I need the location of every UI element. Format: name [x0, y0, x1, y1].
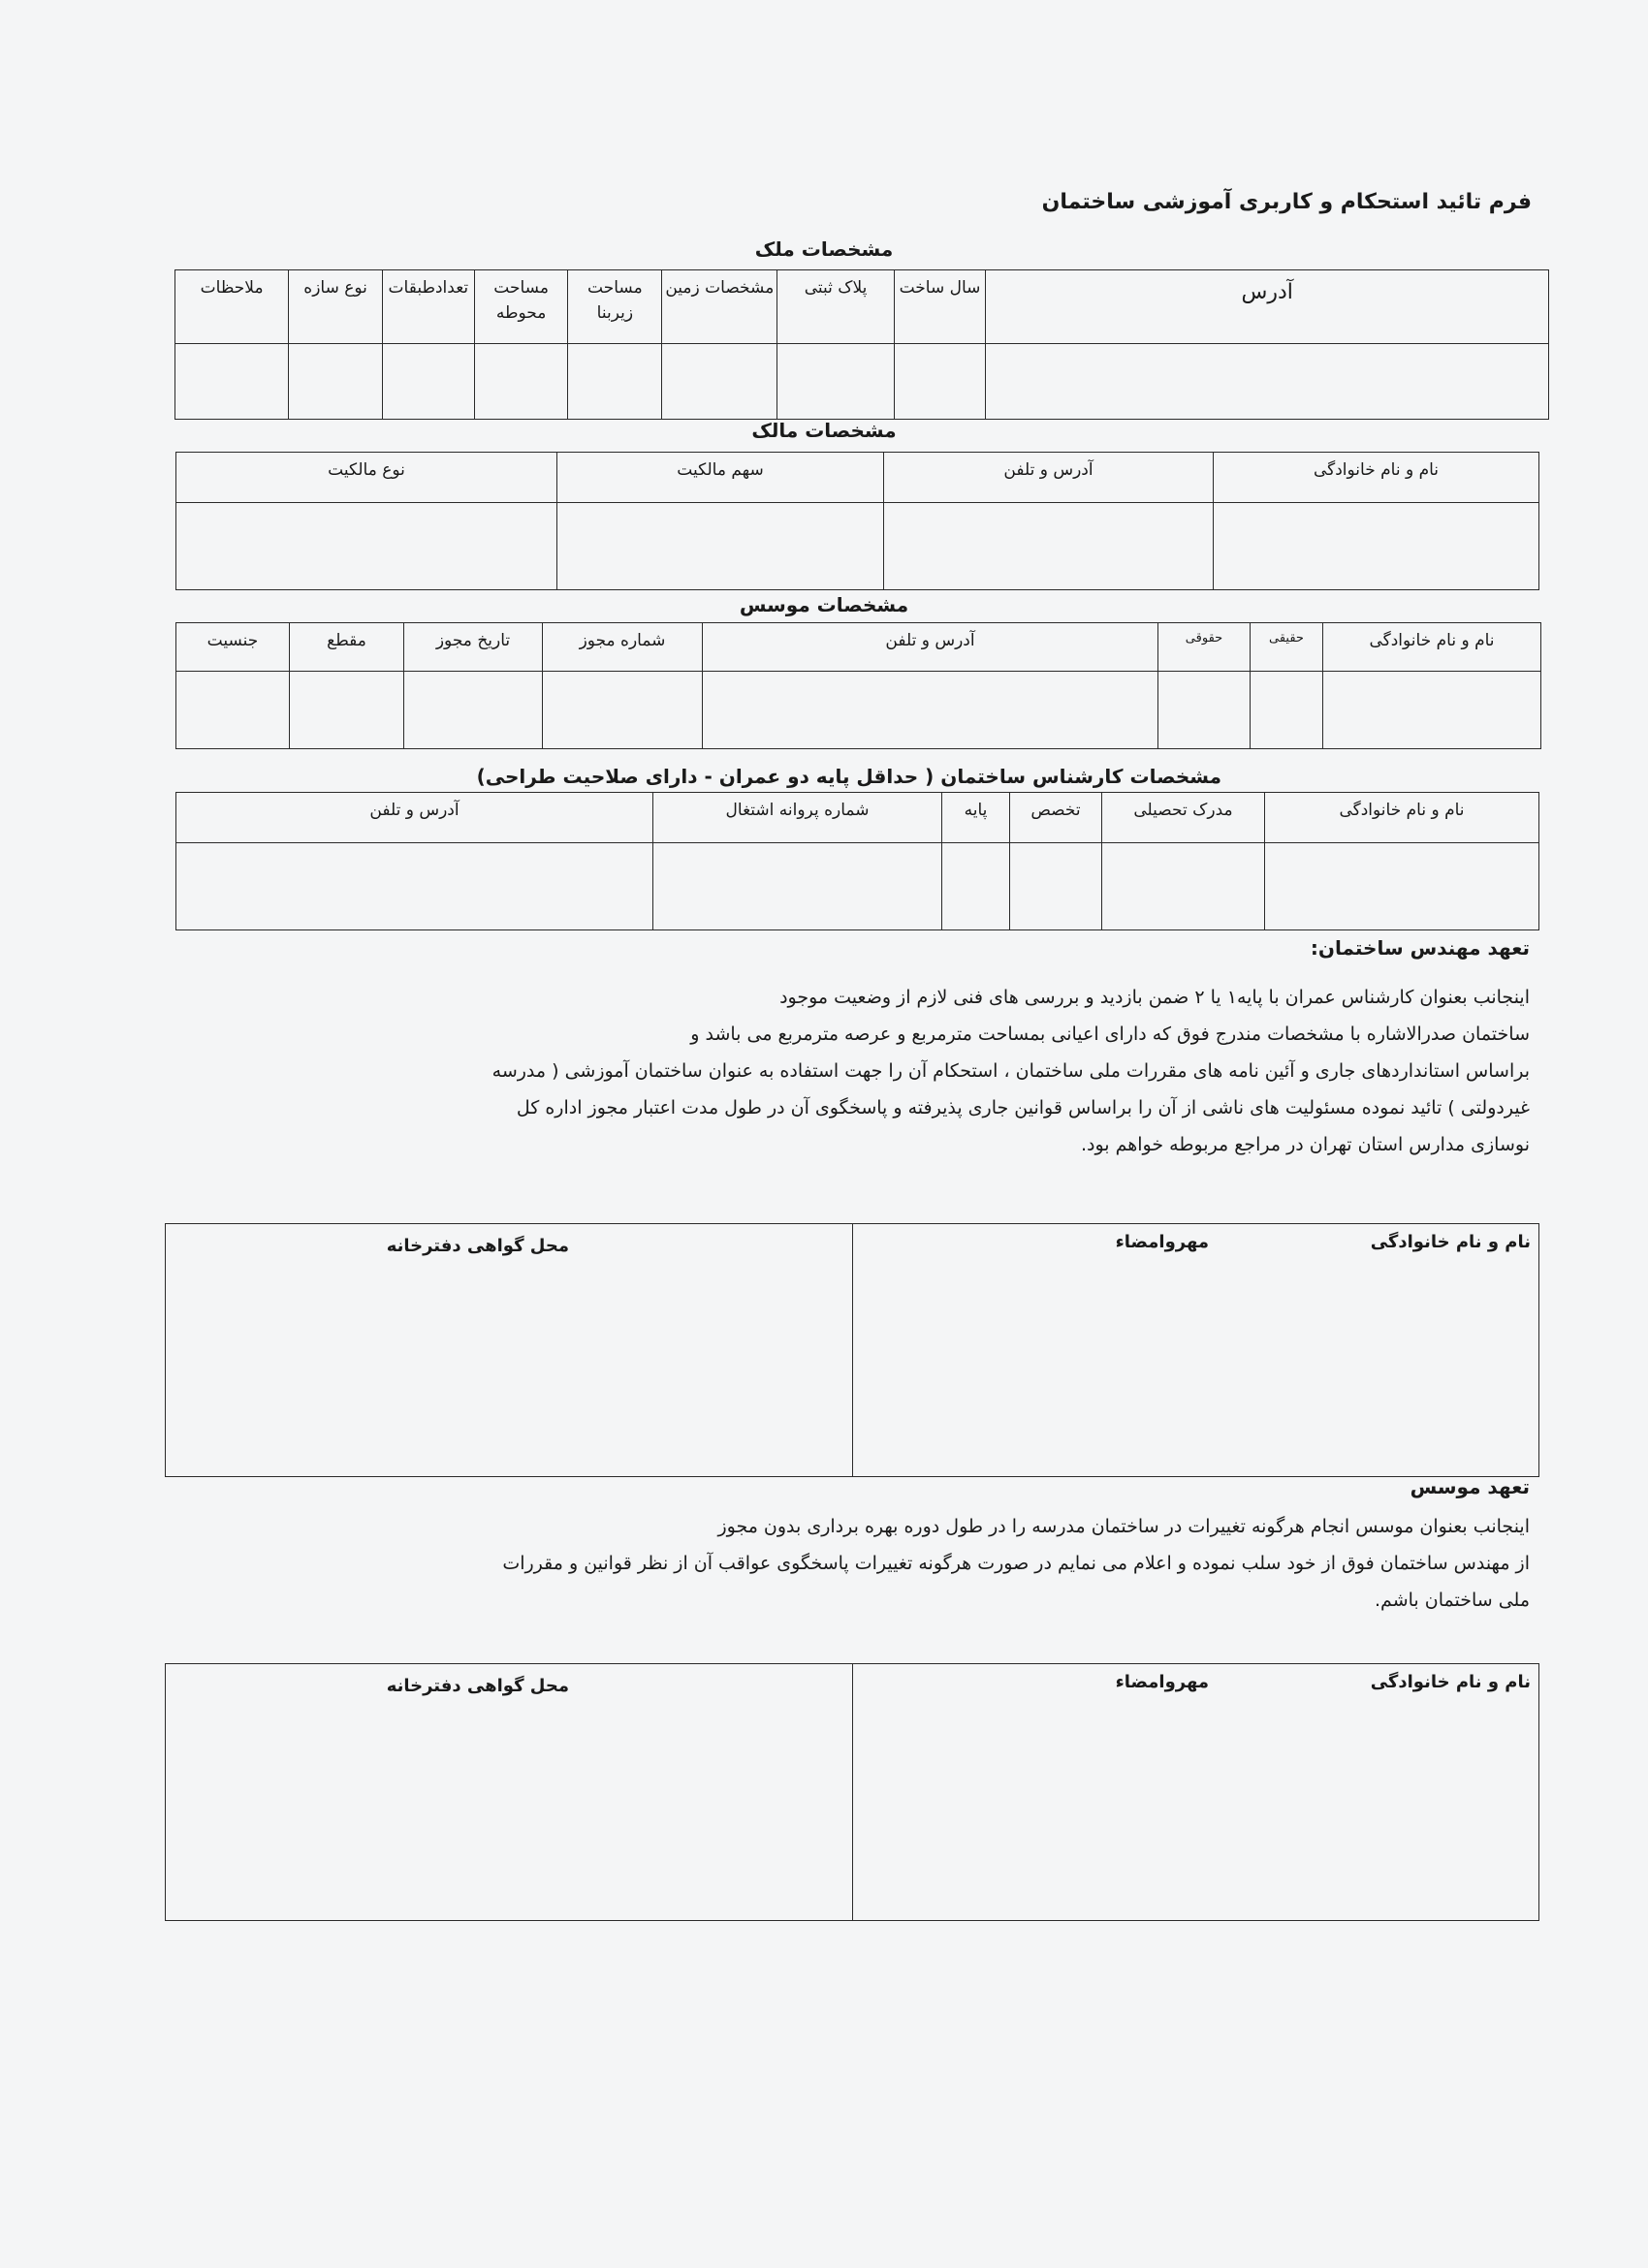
cell-notes[interactable]	[175, 344, 289, 420]
founder-heading: مشخصات موسس	[739, 593, 909, 616]
engineer-commitment-text	[173, 979, 1530, 1163]
col-address: آدرس	[986, 270, 1549, 344]
engineer-line-1: اینجانب بعنوان کارشناس عمران با پایه۱ یا ۲ ضمن بازدید و بررسی های فنی لازم از وضعیت موجود	[779, 987, 1530, 1008]
cell-founder-address-phone[interactable]	[703, 672, 1158, 749]
col-notes: ملاحظات	[175, 270, 289, 344]
cell-license-number[interactable]	[543, 672, 703, 749]
engineer-seal-label: مهروامضاء	[1115, 1232, 1209, 1252]
cell-registration-plate[interactable]	[777, 344, 894, 420]
col-founder-name: نام و نام خانوادگی	[1323, 623, 1541, 672]
cell-structure-type[interactable]	[289, 344, 383, 420]
engineer-commitment-heading: تعهد مهندس ساختمان:	[1310, 936, 1530, 960]
cell-specialty[interactable]	[1010, 843, 1102, 930]
expert-table	[175, 792, 1539, 930]
col-specialty: تخصص	[1010, 793, 1102, 843]
cell-level[interactable]	[942, 843, 1010, 930]
col-registration-plate: پلاک ثبتی	[777, 270, 894, 344]
founder-line-2: از مهندس ساختمان فوق از خود سلب نموده و اعلام می نمایم در صورت هرگونه تغییرات پاسخگوی عواقب آن از نظر قوانین و مقررات	[502, 1553, 1530, 1574]
engineer-line-5: نوسازی مدارس استان تهران در مراجع مربوطه خواهم بود.	[1080, 1134, 1530, 1155]
cell-owner-address-phone[interactable]	[884, 503, 1214, 590]
engineer-line-4: غیردولتی ) تائید نموده مسئولیت های ناشی از آن را براساس قوانین جاری پذیرفته و پاسخگوی آن در طول مدت اعتبار مجوز اداره کل	[516, 1097, 1530, 1118]
owner-table	[175, 452, 1539, 590]
founder-seal-label: مهروامضاء	[1115, 1672, 1209, 1692]
founder-name-label: نام و نام خانوادگی	[1370, 1672, 1531, 1692]
engineer-signature-divider	[852, 1224, 853, 1476]
property-heading: مشخصات ملک	[754, 237, 894, 261]
engineer-notary-label: محل گواهی دفترخانه	[386, 1236, 569, 1256]
engineer-name-label: نام و نام خانوادگی	[1370, 1232, 1531, 1252]
property-table	[174, 269, 1549, 420]
col-expert-address-phone: آدرس و تلفن	[176, 793, 653, 843]
cell-year-built[interactable]	[894, 344, 986, 420]
col-license-date: تاریخ مجوز	[404, 623, 543, 672]
cell-legal-person[interactable]	[1158, 672, 1251, 749]
col-degree: مدرک تحصیلی	[1102, 793, 1265, 843]
col-ownership-share: سهم مالکیت	[557, 453, 884, 503]
engineer-line-2: ساختمان صدرالاشاره با مشخصات مندرج فوق که دارای اعیانی بمساحت مترمربع و عرصه مترمربع می باشد و	[690, 1024, 1530, 1045]
cell-floors-count[interactable]	[382, 344, 474, 420]
cell-ownership-type[interactable]	[176, 503, 557, 590]
cell-gender[interactable]	[176, 672, 290, 749]
col-license-no: شماره پروانه اشتغال	[653, 793, 942, 843]
cell-degree[interactable]	[1102, 843, 1265, 930]
founder-line-3: ملی ساختمان باشم.	[1375, 1590, 1530, 1611]
engineer-line-3: براساس استانداردهای جاری و آئین نامه های مقررات ملی ساختمان ، استحکام آن را جهت استفاده به عنوان ساختمان آموزشی ( مدرسه	[491, 1060, 1530, 1082]
cell-floor-area[interactable]	[568, 344, 662, 420]
expert-heading: مشخصات کارشناس ساختمان ( حداقل پایه دو عمران - دارای صلاحیت طراحی)	[476, 765, 1221, 788]
col-owner-name: نام و نام خانوادگی	[1214, 453, 1539, 503]
col-floors-count: تعدادطبقات	[382, 270, 474, 344]
cell-address[interactable]	[986, 344, 1549, 420]
col-ownership-type: نوع مالکیت	[176, 453, 557, 503]
form-title: فرم تائید استحکام و کاربری آموزشی ساختمان	[1041, 190, 1532, 214]
founder-notary-label: محل گواهی دفترخانه	[386, 1676, 569, 1696]
founder-commitment-text	[173, 1508, 1530, 1619]
founder-commitment-heading: تعهد موسس	[1410, 1475, 1530, 1498]
col-grade-level: مقطع	[290, 623, 404, 672]
founder-signature-box	[165, 1663, 1539, 1921]
col-founder-address-phone: آدرس و تلفن	[703, 623, 1158, 672]
cell-license-date[interactable]	[404, 672, 543, 749]
col-gender: جنسیت	[176, 623, 290, 672]
col-legal-person: حقوقی	[1158, 623, 1251, 672]
cell-grade-level[interactable]	[290, 672, 404, 749]
col-land-specs: مشخصات زمین	[662, 270, 777, 344]
cell-owner-name[interactable]	[1214, 503, 1539, 590]
cell-natural-person[interactable]	[1251, 672, 1323, 749]
engineer-signature-box	[165, 1223, 1539, 1477]
cell-ownership-share[interactable]	[557, 503, 884, 590]
col-yard-area: مساحت محوطه	[474, 270, 568, 344]
cell-yard-area[interactable]	[474, 344, 568, 420]
col-owner-address-phone: آدرس و تلفن	[884, 453, 1214, 503]
col-expert-name: نام و نام خانوادگی	[1265, 793, 1539, 843]
cell-expert-address-phone[interactable]	[176, 843, 653, 930]
founder-line-1: اینجانب بعنوان موسس انجام هرگونه تغییرات در ساختمان مدرسه را در طول دوره بهره برداری بدون مجوز	[717, 1516, 1530, 1537]
col-year-built: سال ساخت	[894, 270, 986, 344]
cell-expert-name[interactable]	[1265, 843, 1539, 930]
cell-license-no[interactable]	[653, 843, 942, 930]
col-license-number: شماره مجوز	[543, 623, 703, 672]
col-level: پایه	[942, 793, 1010, 843]
col-natural-person: حقیقی	[1251, 623, 1323, 672]
founder-table	[175, 622, 1541, 749]
col-structure-type: نوع سازه	[289, 270, 383, 344]
cell-founder-name[interactable]	[1323, 672, 1541, 749]
cell-land-specs[interactable]	[662, 344, 777, 420]
owner-heading: مشخصات مالک	[751, 419, 897, 442]
col-floor-area: مساحت زیربنا	[568, 270, 662, 344]
founder-signature-divider	[852, 1664, 853, 1920]
